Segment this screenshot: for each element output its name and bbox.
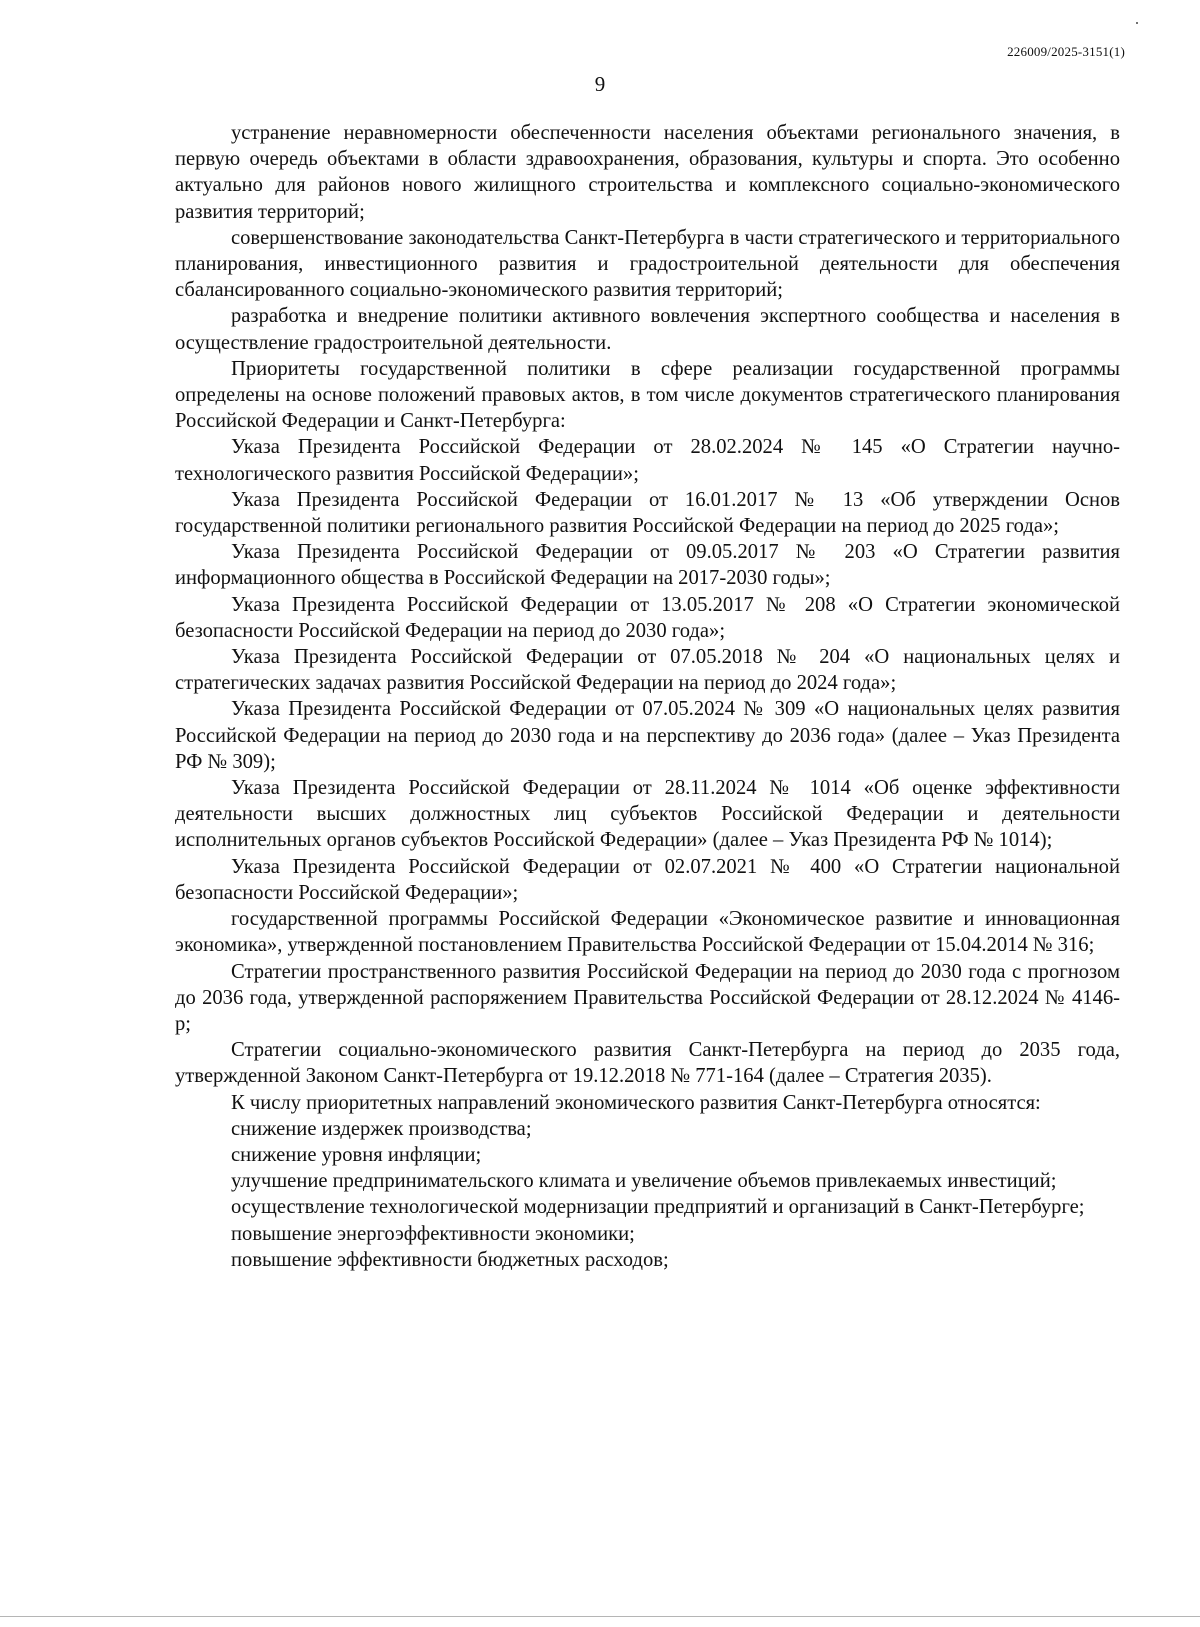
list-item-production-costs: снижение издержек производства; [231,1117,532,1140]
list-item-budget-efficiency: повышение эффективности бюджетных расходов; [231,1248,669,1271]
list-item-business-climate: улучшение предпринимательского климата и увеличение объемов привлекаемых инвестиций; [231,1170,1057,1193]
paragraph-expert-engagement: разработка и внедрение политики активного вовлечения экспертного сообщества и населения в осуществление градостроительной деятельности. [175,305,1120,354]
paragraph-uneven-provision: устранение неравномерности обеспеченности населения объектами регионального значения, в первую очередь объектами в области здравоохранения, образования, культуры и спорта. Это особенно актуально для районов нового жилищного строительства и комплексного социально-экономического развития территорий; [175,122,1120,223]
list-item-inflation: снижение уровня инфляции; [231,1143,482,1166]
paragraph-strategy-2035: Стратегии социально-экономического развития Санкт-Петербурга на период до 2035 года, утвержденной Законом Санкт-Петербурга от 19.12.2018 № 771-164 (далее – Стратегия 2035). [175,1039,1120,1088]
list-item-energy-efficiency: повышение энергоэффективности экономики; [231,1222,635,1245]
paragraph-decree-13: Указа Президента Российской Федерации от 16.01.2017 № 13 «Об утверждении Основ государственной политики регионального развития Российской Федерации на период до 2025 года»; [175,488,1120,538]
paragraph-decree-309: Указа Президента Российской Федерации от 07.05.2024 № 309 «О национальных целях развития Российской Федерации на период до 2030 года и на перспективу до 2036 года» (далее – Указ Президента РФ № 309); [175,698,1120,773]
paragraph-legislation-improvement: совершенствование законодательства Санкт-Петербурга в части стратегического и территориального планирования, инвестиционного развития и градостроительной деятельности для обеспечения сбалансированного социально-экономического развития территорий; [175,226,1120,302]
paragraph-decree-400: Указа Президента Российской Федерации от 02.07.2021 № 400 «О Стратегии национальной безопасности Российской Федерации»; [175,855,1120,904]
paragraph-state-program-316: государственной программы Российской Федерации «Экономическое развитие и инновационная экономика», утвержденной постановлением Правительства Российской Федерации от 15.04.2014 № 316; [175,908,1120,957]
list-item-modernization: осуществление технологической модернизации предприятий и организаций в Санкт-Петербурге; [231,1196,1085,1219]
scan-artifact-dot [1136,22,1138,24]
paragraph-spatial-strategy: Стратегии пространственного развития Российской Федерации на период до 2030 года с прогнозом до 2036 года, утвержденной распоряжением Правительства Российской Федерации от 28.12.2024 № 4146-р; [175,960,1120,1035]
paragraph-policy-priorities: Приоритеты государственной политики в сфере реализации государственной программы определены на основе положений правовых актов, в том числе документов стратегического планирования Российской Федерации и Санкт-Петербурга: [175,357,1120,433]
document-registration-number: 226009/2025-3151(1) [1007,44,1125,59]
page-bottom-edge [0,1616,1200,1617]
paragraph-decree-203: Указа Президента Российской Федерации от 09.05.2017 № 203 «О Стратегии развития информационного общества в Российской Федерации на 2017-2030 годы»; [175,541,1120,590]
paragraph-decree-204: Указа Президента Российской Федерации от 07.05.2018 № 204 «О национальных целях и стратегических задачах развития Российской Федерации на период до 2024 года»; [175,646,1120,695]
paragraph-priority-directions: К числу приоритетных направлений экономического развития Санкт-Петербурга относятся: [231,1091,1041,1114]
paragraph-decree-145: Указа Президента Российской Федерации от 28.02.2024 № 145 «О Стратегии научно-технологического развития Российской Федерации»; [175,436,1120,485]
document-body [175,120,1120,1273]
page-number: 9 [594,72,606,96]
paragraph-decree-1014: Указа Президента Российской Федерации от 28.11.2024 № 1014 «Об оценке эффективности деятельности высших должностных лиц субъектов Российской Федерации и деятельности исполнительных органов субъектов Российской Федерации» (далее – Указ Президента РФ № 1014); [175,777,1120,852]
paragraph-decree-208: Указа Президента Российской Федерации от 13.05.2017 № 208 «О Стратегии экономической безопасности Российской Федерации на период до 2030 года»; [175,593,1120,642]
